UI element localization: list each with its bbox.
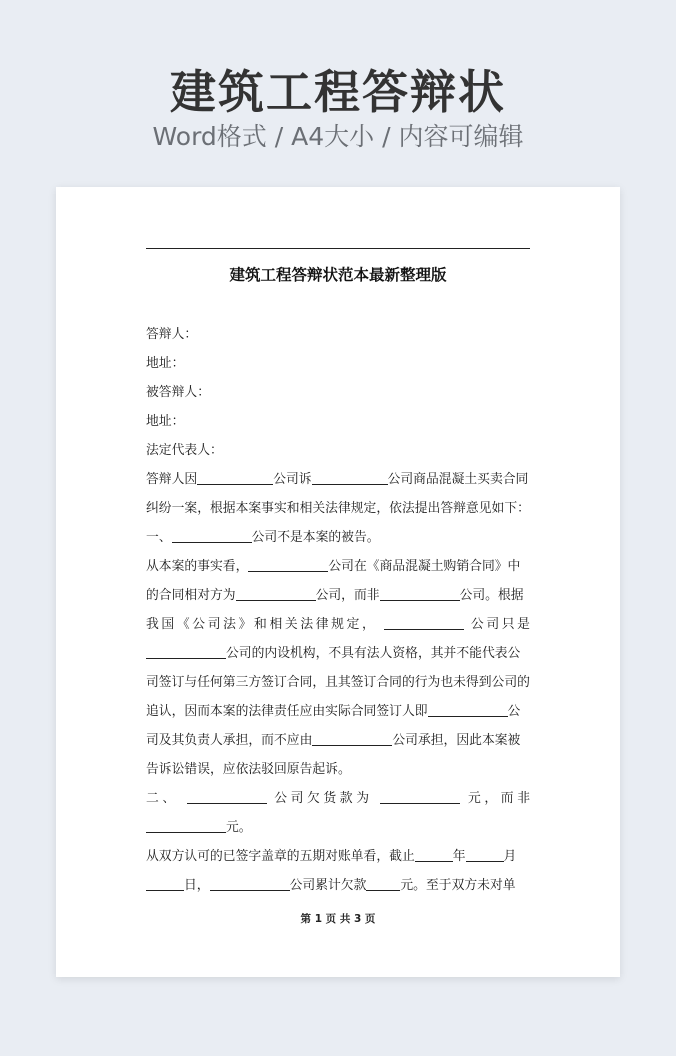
text-run: 从双方认可的已签字盖章的五期对账单看，截止 xyxy=(146,849,415,864)
section-heading-1 xyxy=(146,523,530,552)
field-respondent: 答辩人： xyxy=(146,327,198,342)
text-run: 公司欠货款为 xyxy=(274,791,373,806)
text-run: 公司的内设机构，不具有法人资格，其并不能代表公 xyxy=(226,646,521,661)
text-run: 日， xyxy=(184,878,210,893)
page-number: 第 1 页 共 3 页 xyxy=(300,913,376,925)
field-applicant: 被答辩人： xyxy=(146,385,210,400)
document-body xyxy=(146,320,530,900)
blank-field xyxy=(428,701,508,717)
field-legal-representative: 法定代表人： xyxy=(146,443,223,458)
blank-field xyxy=(146,643,226,659)
blank-field xyxy=(415,846,453,862)
text-run: 我国《公司法》和相关法律规定， xyxy=(146,617,378,632)
paragraph-line xyxy=(146,581,530,610)
blank-field xyxy=(312,730,392,746)
blank-field xyxy=(197,469,273,485)
blank-field xyxy=(146,875,184,891)
blank-field xyxy=(312,469,388,485)
blank-field xyxy=(366,875,400,891)
text-run: 公司不是本案的被告。 xyxy=(251,530,380,545)
text-run: 的合同相对方为 xyxy=(146,588,236,603)
text-run: 元。至于双方未对单 xyxy=(400,878,516,893)
text-run: 公 xyxy=(507,704,521,719)
blank-field xyxy=(210,875,290,891)
text-run: 公司商品混凝土买卖合同 xyxy=(387,472,529,487)
paragraph-line xyxy=(146,871,530,900)
text-run: 追认，因而本案的法律责任应由实际合同签订人即 xyxy=(146,704,428,719)
text-run: 公司承担，因此本案被 xyxy=(392,733,521,748)
text-run: 公司，而非 xyxy=(315,588,380,603)
paragraph-line xyxy=(146,465,530,494)
text-run: 二、 xyxy=(146,791,179,806)
text-run: 公司在《商品混凝土购销合同》中 xyxy=(328,559,521,574)
field-respondent-address: 地址： xyxy=(146,356,185,371)
text-run: 元，而非 xyxy=(468,791,530,806)
text-run: 年 xyxy=(452,849,466,864)
text-run: 公司只是 xyxy=(470,617,530,632)
blank-field xyxy=(187,788,267,804)
field-applicant-address: 地址： xyxy=(146,414,185,429)
text-run: 月 xyxy=(503,849,517,864)
header-rule xyxy=(146,248,530,249)
paragraph-line xyxy=(146,813,530,842)
blank-field xyxy=(236,585,316,601)
blank-field xyxy=(380,585,460,601)
blank-field xyxy=(146,817,226,833)
paragraph-line: 纠纷一案，根据本案事实和相关法律规定，依法提出答辩意见如下： xyxy=(146,501,530,516)
text-run: 司及其负责人承担，而不应由 xyxy=(146,733,313,748)
text-run: 答辩人因 xyxy=(146,472,198,487)
paragraph-line: 司签订与任何第三方签订合同，且其签订合同的行为也未得到公司的 xyxy=(146,675,530,690)
blank-field xyxy=(380,788,460,804)
text-run: 一、 xyxy=(146,530,172,545)
text-run: 从本案的事实看， xyxy=(146,559,249,574)
text-run: 公司。根据 xyxy=(459,588,524,603)
document-page xyxy=(56,187,620,977)
text-run: 公司累计欠款 xyxy=(289,878,367,893)
text-run: 元。 xyxy=(226,820,252,835)
blank-field xyxy=(248,556,328,572)
paragraph-line xyxy=(146,639,530,668)
paragraph-line xyxy=(146,610,530,639)
banner-subtitle: Word格式 / A4大小 / 内容可编辑 xyxy=(152,122,524,151)
banner-title: 建筑工程答辩状 xyxy=(170,65,506,119)
blank-field xyxy=(466,846,504,862)
paragraph-line xyxy=(146,552,530,581)
blank-field xyxy=(172,527,252,543)
paragraph-line xyxy=(146,842,530,871)
blank-field xyxy=(384,614,464,630)
paragraph-line xyxy=(146,726,530,755)
paragraph-line xyxy=(146,697,530,726)
section-heading-2 xyxy=(146,784,530,813)
document-title: 建筑工程答辩状范本最新整理版 xyxy=(229,266,447,284)
paragraph-line: 告诉讼错误，应依法驳回原告起诉。 xyxy=(146,762,351,777)
text-run: 公司诉 xyxy=(273,472,312,487)
